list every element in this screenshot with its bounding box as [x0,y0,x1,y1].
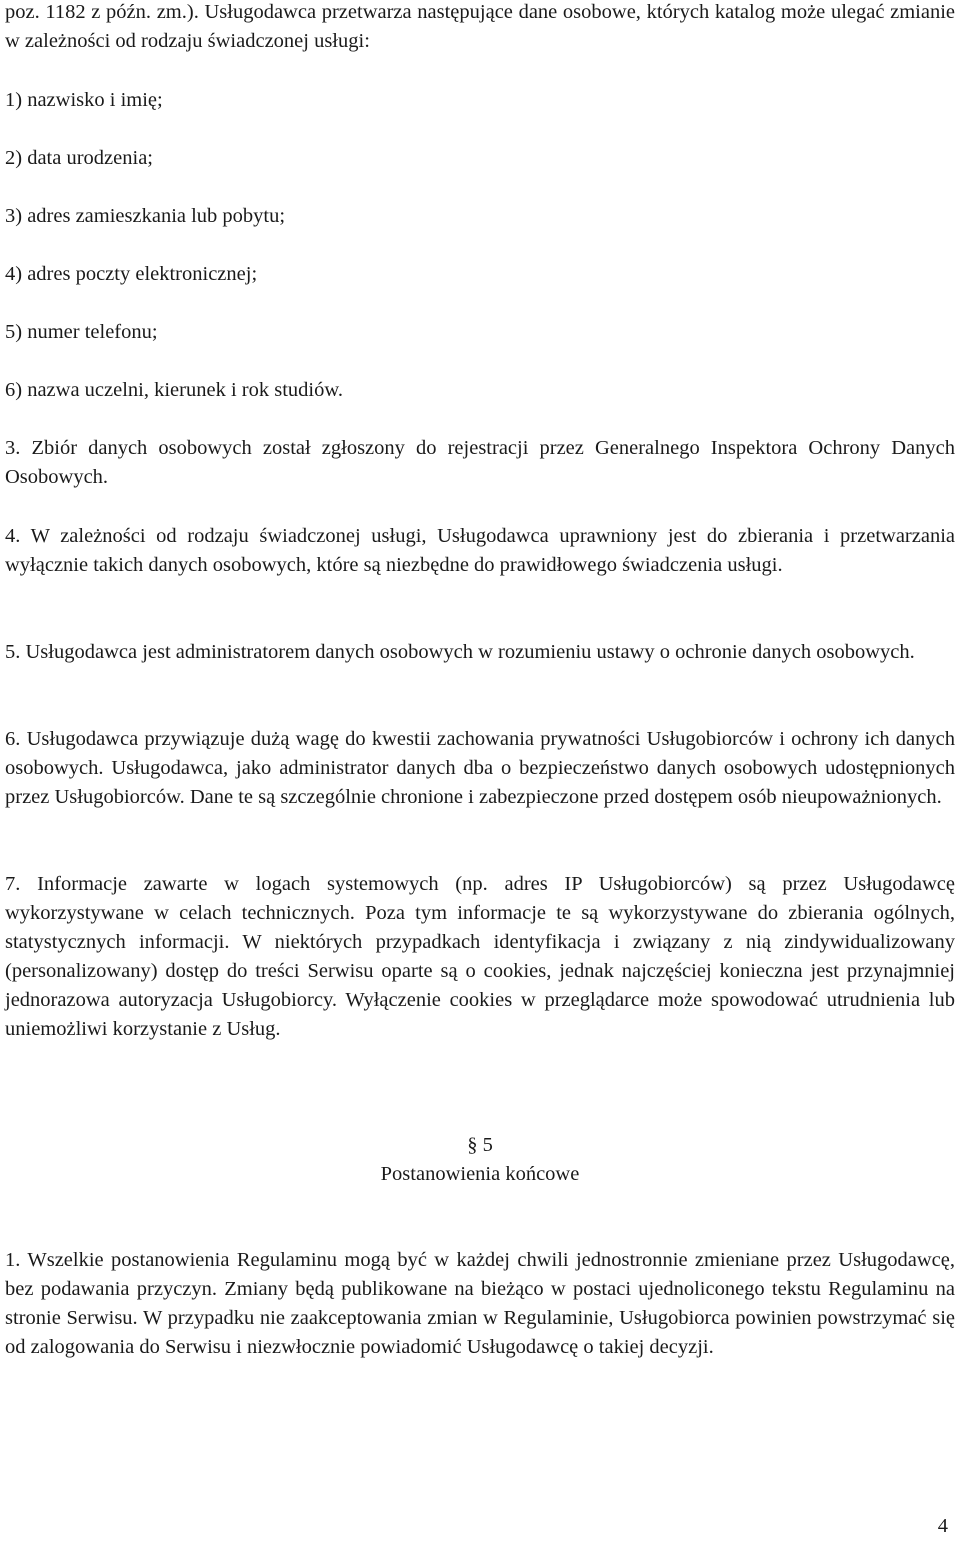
list-item-6: 6) nazwa uczelni, kierunek i rok studiów. [5,379,343,401]
list-item-5: 5) numer telefonu; [5,321,158,343]
paragraph-3: 3. Zbiór danych osobowych został zgłoszony do rejestracji przez Generalnego Inspektora Ochrony Danych Osobowych. [5,437,955,488]
paragraph-6: 6. Usługodawca przywiązuje dużą wagę do kwestii zachowania prywatności Usługobiorców i ochrony ich danych osobowych. Usługodawca, jako administrator danych dba o bezpieczeństwo danych osobowych udostępnionych przez Usługobiorców. Dane te są szczególnie chronione i zabezpieczone przed dostępem osób nieupoważnionych. [5,728,955,808]
intro-paragraph: poz. 1182 z późn. zm.). Usługodawca przetwarza następujące dane osobowe, których katalog może ulegać zmianie w zależności od rodzaju świadczonej usługi: [5,1,955,52]
list-item-2: 2) data urodzenia; [5,147,153,169]
paragraph-4: 4. W zależności od rodzaju świadczonej usługi, Usługodawca uprawniony jest do zbierania i przetwarzania wyłącznie takich danych osobowych, które są niezbędne do prawidłowego świadczenia usługi. [5,525,955,576]
paragraph-7: 7. Informacje zawarte w logach systemowych (np. adres IP Usługobiorców) są przez Usługodawcę wykorzystywane w celach technicznych. Poza tym informacje te są wykorzystywane do zbierania ogólnych, statystycznych informacji. W niektórych przypadkach identyfikacja i związany z nią zindywidualizowany (personalizowany) dostęp do treści Serwisu oparte są o cookies, jednak najczęściej konieczna jest przynajmniej jednorazowa autoryzacja Usługobiorcy. Wyłączenie cookies w przeglądarce może spowodować utrudnienia lub uniemożliwi korzystanie z Usług. [5,873,955,1040]
section-title: Postanowienia końcowe [380,1163,580,1185]
page-number: 4 [937,1515,948,1537]
list-item-4: 4) adres poczty elektronicznej; [5,263,258,285]
list-item-3: 3) adres zamieszkania lub pobytu; [5,205,286,227]
list-item-1: 1) nazwisko i imię; [5,89,163,111]
section-number: § 5 [467,1134,493,1156]
paragraph-5: 5. Usługodawca jest administratorem danych osobowych w rozumieniu ustawy o ochronie danych osobowych. [5,641,915,663]
final-paragraph-1: 1. Wszelkie postanowienia Regulaminu mogą być w każdej chwili jednostronnie zmieniane przez Usługodawcę, bez podawania przyczyn. Zmiany będą publikowane na bieżąco w postaci ujednoliconego tekstu Regulaminu na stronie Serwisu. W przypadku nie zaakceptowania zmian w Regulaminie, Usługobiorca powinien powstrzymać się od zalogowania do Serwisu i niezwłocznie powiadomić Usługodawcę o takiej decyzji. [5,1249,955,1358]
